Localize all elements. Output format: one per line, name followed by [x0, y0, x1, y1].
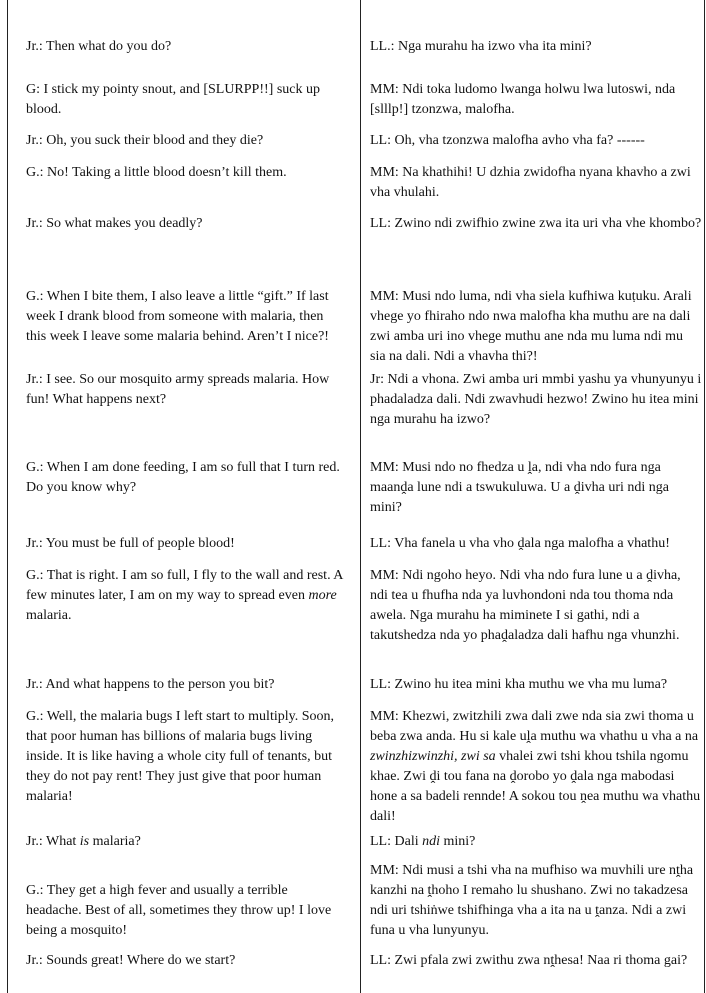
venda-line-14: MM: Ndi musi a tshi vha na mufhiso wa muvhili ure nṱha kanzhi na ṱhoho I remaho lu shushano. Zwi no takadzesa ndi uri tshiṅwe tshifhinga vha a ita na u ṱanza. Ndi a zwi funa u vha lunyunyu. [370, 863, 694, 938]
english-line-10-b: malaria. [26, 608, 72, 623]
venda-line-5: LL: Zwino ndi zwifhio zwine zwa ita uri vha vhe khombo? [370, 216, 702, 231]
venda-line-13-emphasis: ndi [422, 834, 440, 849]
english-line-2: G: I stick my pointy snout, and [SLURPP!!] suck up blood. [26, 82, 320, 117]
english-line-3: Jr.: Oh, you suck their blood and they die? [26, 133, 264, 148]
english-line-7: Jr.: I see. So our mosquito army spreads malaria. How fun! What happens next? [26, 372, 330, 407]
english-line-13-emphasis: is [79, 834, 90, 849]
venda-line-12-a: MM: Khezwi, zwitzhili zwa dali zwe nda sia zwi thoma u beba zwa anda. Hu si kale uḽa muthu wa vhathu u vha a na [370, 709, 699, 744]
english-line-14: G.: They get a high fever and usually a terrible headache. Best of all, sometimes they throw up! I love being a mosquito! [26, 883, 332, 938]
english-line-4: G.: No! Taking a little blood doesn’t kill them. [26, 165, 287, 180]
english-line-13 [26, 832, 344, 852]
english-line-12: G.: Well, the malaria bugs I left start to multiply. Soon, that poor human has billions of malaria bugs living inside. It is like having a whole city full of tenants, but they do not pay rent! They just give that poor human malaria! [26, 709, 334, 804]
venda-line-11: LL: Zwino hu itea mini kha muthu we vha mu luma? [370, 677, 668, 692]
english-line-8: G.: When I am done feeding, I am so full that I turn red. Do you know why? [26, 460, 340, 495]
venda-line-7: Jr: Ndi a vhona. Zwi amba uri mmbi yashu ya vhunyunyu i phadaladza dali. Ndi zwavhudi hezwo! Zwino hu itea mini nga murahu ha izwo? [370, 372, 702, 427]
english-line-1: Jr.: Then what do you do? [26, 39, 172, 54]
venda-line-3: LL: Oh, vha tzonzwa malofha avho vha fa? ------ [370, 133, 645, 148]
venda-line-13-b: mini? [440, 834, 476, 849]
english-line-11: Jr.: And what happens to the person you bit? [26, 677, 275, 692]
english-line-6: G.: When I bite them, I also leave a little “gift.” If last week I drank blood from someone with malaria, then this week I leave some malaria behind. Aren’t I nice?! [26, 289, 329, 344]
english-line-10 [26, 566, 344, 626]
venda-line-12-emphasis: zwinzhizwinzhi, zwi sa [370, 749, 496, 764]
venda-line-10: MM: Ndi ngoho heyo. Ndi vha ndo fura lune u a ḓivha, ndi tea u fhufha nda ya luvhondoni nda tou thoma nda awela. Nga murahu ha miminete I si gathi, ndi a takutshedza nda yo phaḓaladza dali hafhu nga vhunzhi. [370, 568, 681, 643]
column-divider [360, 0, 361, 993]
venda-line-12 [370, 707, 702, 827]
venda-line-2: MM: Ndi toka ludomo lwanga holwu lwa lutoswi, nda [slllp!] tzonzwa, malofha. [370, 82, 676, 117]
venda-line-4: MM: Na khathihi! U dzhia zwidofha nyana khavho a zwi vha vhulahi. [370, 165, 691, 200]
english-line-5: Jr.: So what makes you deadly? [26, 216, 203, 231]
english-line-10-emphasis: more [308, 588, 337, 603]
venda-line-6: MM: Musi ndo luma, ndi vha siela kufhiwa kuṭuku. Arali vhege yo fhiraho ndo nwa malofha kha muthu are na dali zwi amba uri ino vhege muthu ane nda mu luma ndi mu sia na dali. Ndi a vhavha thi?! [370, 289, 692, 364]
venda-line-12-b: vhalei zwi tshi khou tshila ngomu khae. Zwi ḓi tou fana na ḓorobo yo ḓala nga mabodasi hone a sa badeli rennde! A sokou tou ṋea muthu wa vhathu dali! [370, 749, 701, 824]
venda-line-8: MM: Musi ndo no fhedza u ḽa, ndi vha ndo fura nga maanḓa lune ndi a tswukuluwa. U a ḓivha uri ndi nga mini? [370, 460, 669, 515]
english-line-13-b: malaria? [89, 834, 141, 849]
english-line-15: Jr.: Sounds great! Where do we start? [26, 953, 236, 968]
venda-line-13-a: LL: Dali [370, 834, 423, 849]
venda-line-9: LL: Vha fanela u vha vho ḓala nga malofha a vhathu! [370, 536, 670, 551]
english-line-9: Jr.: You must be full of people blood! [26, 536, 235, 551]
venda-line-13 [370, 832, 702, 852]
venda-line-15: LL: Zwi pfala zwi zwithu zwa nṱhesa! Naa ri thoma gai? [370, 953, 688, 968]
venda-line-1: LL.: Nga murahu ha izwo vha ita mini? [370, 39, 592, 54]
english-line-10-a: G.: That is right. I am so full, I fly to the wall and rest. A few minutes later, I am on my way to spread even [26, 568, 343, 603]
english-line-13-a: Jr.: What [26, 834, 80, 849]
